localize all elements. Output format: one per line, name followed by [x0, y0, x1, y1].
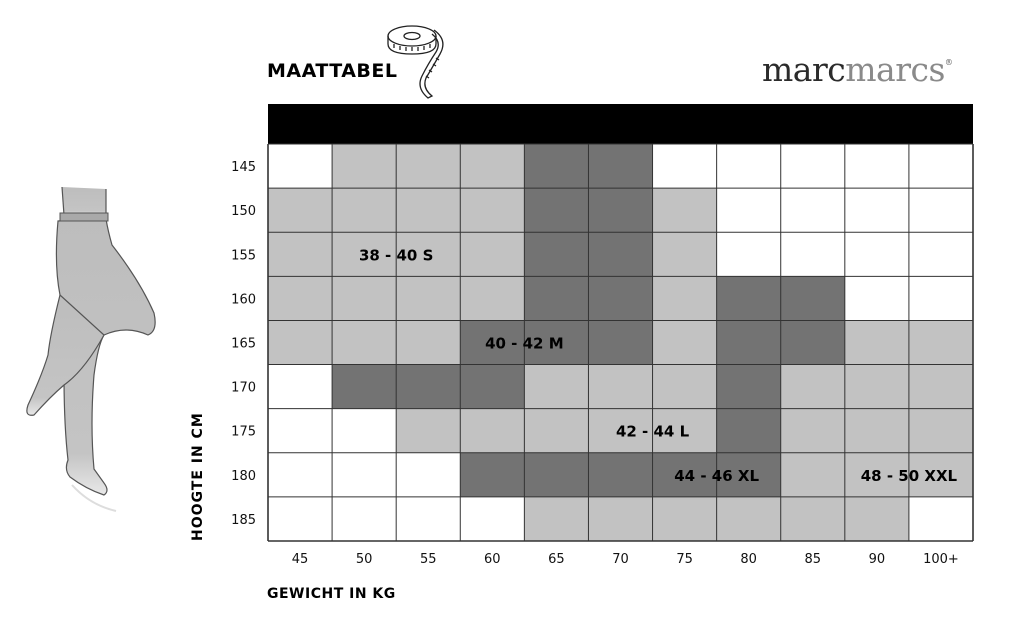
cell-145-90 — [845, 144, 909, 188]
cell-170-80 — [717, 365, 781, 409]
cell-150-75 — [653, 188, 717, 232]
page-title: MAATTABEL — [267, 60, 398, 82]
cell-185-70 — [588, 497, 652, 541]
cell-185-45 — [268, 497, 332, 541]
cell-145-65 — [524, 144, 588, 188]
cell-185-100+ — [909, 497, 973, 541]
cell-165-85 — [781, 320, 845, 364]
x-tick-label-85: 85 — [804, 552, 822, 567]
cell-175-100+ — [909, 409, 973, 453]
cell-170-45 — [268, 365, 332, 409]
y-tick-label-150: 150 — [231, 204, 256, 220]
cell-185-75 — [653, 497, 717, 541]
cell-145-60 — [460, 144, 524, 188]
y-tick-label-145: 145 — [231, 160, 256, 176]
cell-150-85 — [781, 188, 845, 232]
cell-145-80 — [717, 144, 781, 188]
brand-part-2: marcs — [845, 50, 945, 89]
size-label: 42 - 44 L — [615, 422, 690, 441]
cell-150-70 — [588, 188, 652, 232]
cell-165-55 — [396, 320, 460, 364]
cell-170-85 — [781, 365, 845, 409]
cell-160-45 — [268, 276, 332, 320]
cell-175-65 — [524, 409, 588, 453]
cell-185-65 — [524, 497, 588, 541]
x-tick-label-65: 65 — [548, 552, 565, 567]
cell-150-65 — [524, 188, 588, 232]
brand-registered-mark: ® — [944, 58, 953, 67]
cell-185-60 — [460, 497, 524, 541]
cell-180-55 — [396, 453, 460, 497]
cell-160-70 — [588, 276, 652, 320]
cell-170-70 — [588, 365, 652, 409]
cell-170-75 — [653, 365, 717, 409]
cell-165-45 — [268, 320, 332, 364]
cell-165-100+ — [909, 320, 973, 364]
cell-170-60 — [460, 365, 524, 409]
x-tick-label-70: 70 — [612, 552, 629, 567]
cell-145-50 — [332, 144, 396, 188]
y-tick-label-165: 165 — [231, 336, 256, 352]
y-tick-label-175: 175 — [231, 424, 256, 440]
cell-185-80 — [717, 497, 781, 541]
x-tick-label-45: 45 — [291, 552, 309, 567]
cell-155-85 — [781, 232, 845, 276]
cell-160-100+ — [909, 276, 973, 320]
cell-175-80 — [717, 409, 781, 453]
cell-150-90 — [845, 188, 909, 232]
x-tick-label-80: 80 — [740, 552, 757, 567]
cell-160-60 — [460, 276, 524, 320]
cell-155-60 — [460, 232, 524, 276]
size-label: 38 - 40 S — [358, 246, 434, 265]
cell-145-75 — [653, 144, 717, 188]
cell-185-90 — [845, 497, 909, 541]
cell-150-55 — [396, 188, 460, 232]
cell-155-45 — [268, 232, 332, 276]
cell-185-50 — [332, 497, 396, 541]
cell-165-75 — [653, 320, 717, 364]
cell-170-90 — [845, 365, 909, 409]
cell-175-45 — [268, 409, 332, 453]
cell-175-90 — [845, 409, 909, 453]
cell-180-70 — [588, 453, 652, 497]
y-tick-label-180: 180 — [231, 468, 256, 484]
cell-175-50 — [332, 409, 396, 453]
cell-180-45 — [268, 453, 332, 497]
cell-155-90 — [845, 232, 909, 276]
cell-160-50 — [332, 276, 396, 320]
cell-155-70 — [588, 232, 652, 276]
cell-170-50 — [332, 365, 396, 409]
cell-145-45 — [268, 144, 332, 188]
size-label: 40 - 42 M — [485, 334, 564, 353]
cell-155-65 — [524, 232, 588, 276]
cell-165-50 — [332, 320, 396, 364]
size-label: 48 - 50 XXL — [860, 466, 958, 485]
cell-160-55 — [396, 276, 460, 320]
cell-145-100+ — [909, 144, 973, 188]
cell-160-80 — [717, 276, 781, 320]
x-tick-label-50: 50 — [355, 552, 373, 567]
cell-185-85 — [781, 497, 845, 541]
cell-170-100+ — [909, 365, 973, 409]
cell-150-50 — [332, 188, 396, 232]
cell-180-65 — [524, 453, 588, 497]
cell-185-55 — [396, 497, 460, 541]
chart-header-bar — [268, 104, 973, 144]
x-tick-label-90: 90 — [868, 552, 886, 567]
cell-145-70 — [588, 144, 652, 188]
cell-145-85 — [781, 144, 845, 188]
cell-150-45 — [268, 188, 332, 232]
cell-180-60 — [460, 453, 524, 497]
y-tick-label-185: 185 — [231, 512, 256, 528]
cell-170-65 — [524, 365, 588, 409]
cell-160-65 — [524, 276, 588, 320]
cell-145-55 — [396, 144, 460, 188]
cell-165-80 — [717, 320, 781, 364]
cell-155-80 — [717, 232, 781, 276]
x-tick-label-75: 75 — [676, 552, 693, 567]
cell-160-90 — [845, 276, 909, 320]
y-axis-label: HOOGTE IN CM — [190, 412, 206, 541]
cell-155-100+ — [909, 232, 973, 276]
cell-165-70 — [588, 320, 652, 364]
cell-175-85 — [781, 409, 845, 453]
cell-170-55 — [396, 365, 460, 409]
cell-180-50 — [332, 453, 396, 497]
cell-165-90 — [845, 320, 909, 364]
y-tick-label-160: 160 — [231, 292, 256, 308]
x-tick-label-100+: 100+ — [923, 552, 959, 567]
x-tick-label-55: 55 — [419, 552, 437, 567]
cell-180-85 — [781, 453, 845, 497]
cell-175-60 — [460, 409, 524, 453]
cell-175-55 — [396, 409, 460, 453]
cell-160-75 — [653, 276, 717, 320]
y-tick-label-155: 155 — [231, 248, 256, 264]
size-label: 44 - 46 XL — [674, 466, 760, 485]
cell-150-60 — [460, 188, 524, 232]
cell-150-80 — [717, 188, 781, 232]
cell-150-100+ — [909, 188, 973, 232]
cell-155-75 — [653, 232, 717, 276]
x-tick-label-60: 60 — [484, 552, 501, 567]
brand-part-1: marc — [762, 50, 846, 89]
y-tick-label-170: 170 — [231, 380, 256, 396]
x-axis-label: GEWICHT IN KG — [267, 586, 396, 602]
cell-160-85 — [781, 276, 845, 320]
